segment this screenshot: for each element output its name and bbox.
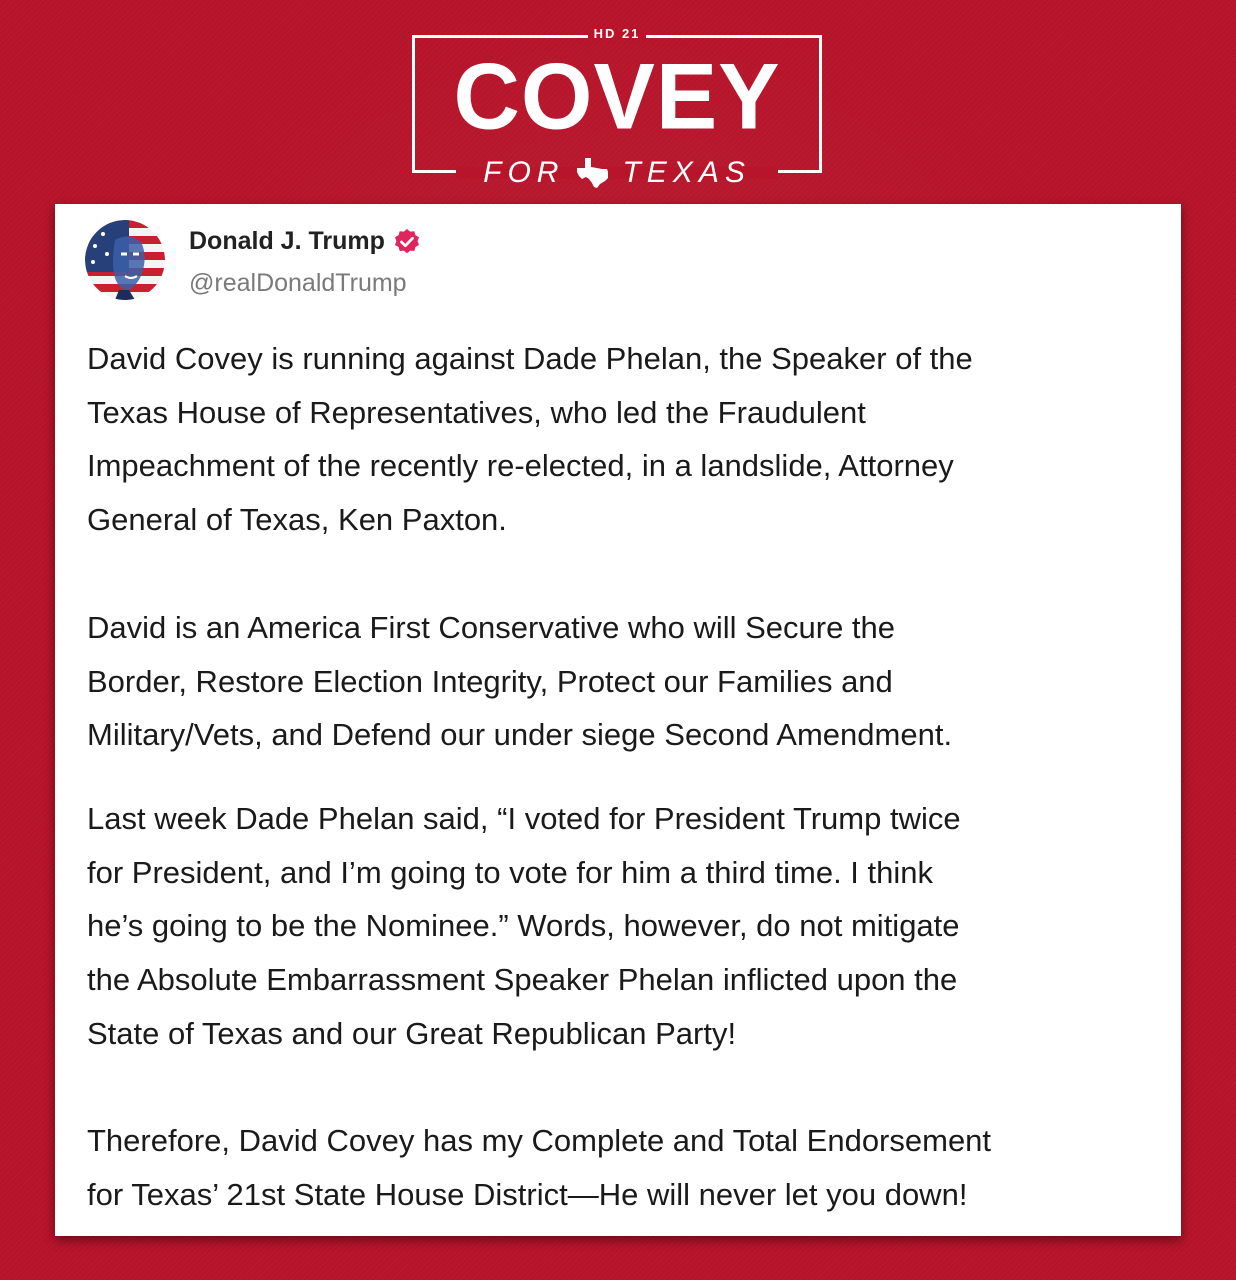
logo-tagline-for: FOR <box>483 156 565 189</box>
logo-tagline <box>412 157 822 189</box>
post-paragraph: Therefore, David Covey has my Complete and Total Endorsement for Texas’ 21st State House District—He will never let you down! <box>87 1123 992 1213</box>
post-body <box>87 332 1167 1222</box>
post-paragraph: David Covey is running against Dade Phelan, the Speaker of the Texas House of Representatives, who led the Fraudulent Impeachment of the recently re-elected, in a landslide, Attorney General of Texas, Ken Paxton. <box>87 341 973 538</box>
texas-state-icon <box>576 157 610 189</box>
post-paragraph: David is an America First Conservative who will Secure the Border, Restore Election Integrity, Protect our Families and Military/Vets, and Defend our under siege Second Amendment. <box>87 609 953 753</box>
avatar-image <box>85 220 165 300</box>
post-paragraph: Last week Dade Phelan said, “I voted for President Trump twice for President, and I’m going to vote for him a third time. I think he’s going to be the Nominee.” Words, however, do not mitigate the Absolute Embarrassment Speaker Phelan inflicted upon the State of Texas and our Great Republican Party! <box>87 800 961 1051</box>
post-card <box>55 204 1181 1236</box>
profile-avatar[interactable] <box>85 220 165 300</box>
logo-tagline-texas: TEXAS <box>622 156 751 189</box>
logo-candidate-name: COVEY <box>453 44 781 150</box>
logo-district-label: HD 21 <box>593 26 641 41</box>
author-display-name[interactable]: Donald J. Trump <box>189 227 385 255</box>
campaign-logo <box>412 26 822 189</box>
verified-badge-icon <box>393 227 421 255</box>
author-handle[interactable]: @realDonaldTrump <box>189 269 407 297</box>
author-row <box>189 226 421 256</box>
